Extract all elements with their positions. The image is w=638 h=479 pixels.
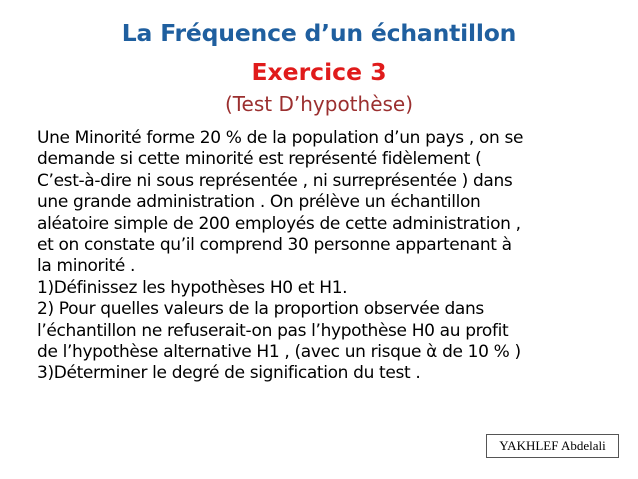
text-line: Une Minorité forme 20 % de la population d’un pays , on se (37, 128, 524, 148)
text-line: C’est-à-dire ni sous représentée , ni surreprésentée ) dans (37, 170, 513, 191)
text-line: 2) Pour quelles valeurs de la proportion observée dans (37, 299, 484, 320)
text-line: une grande administration . On prélève un échantillon (37, 192, 481, 213)
text-line: 1)Définissez les hypothèses H0 et H1. (37, 277, 348, 298)
exercise-body (37, 128, 617, 385)
exercise-number: Exercice 3 (251, 58, 387, 86)
text-line: l’échantillon ne refuserait-on pas l’hypothèse H0 au profit (37, 320, 509, 341)
text-line: aléatoire simple de 200 employés de cette administration , (37, 213, 521, 234)
text-line: 3)Déterminer le degré de signification du test . (37, 363, 421, 384)
question-1 (37, 278, 617, 299)
question-3 (37, 363, 617, 384)
text-line: de l’hypothèse alternative H1 , (avec un risque ὰ de 10 % ) (37, 342, 521, 363)
question-2 (37, 299, 617, 363)
problem-statement (37, 128, 617, 278)
test-label: (Test D’hypothèse) (224, 92, 414, 116)
slide-title: La Fréquence d’un échantillon (121, 19, 517, 47)
text-line: la minorité . (37, 256, 136, 277)
text-line: demande si cette minorité est représenté fidèlement ( (37, 149, 482, 170)
author-signature-box: YAKHLEF Abdelali (486, 434, 619, 458)
text-line: et on constate qu’il comprend 30 personne appartenant à (37, 235, 512, 256)
